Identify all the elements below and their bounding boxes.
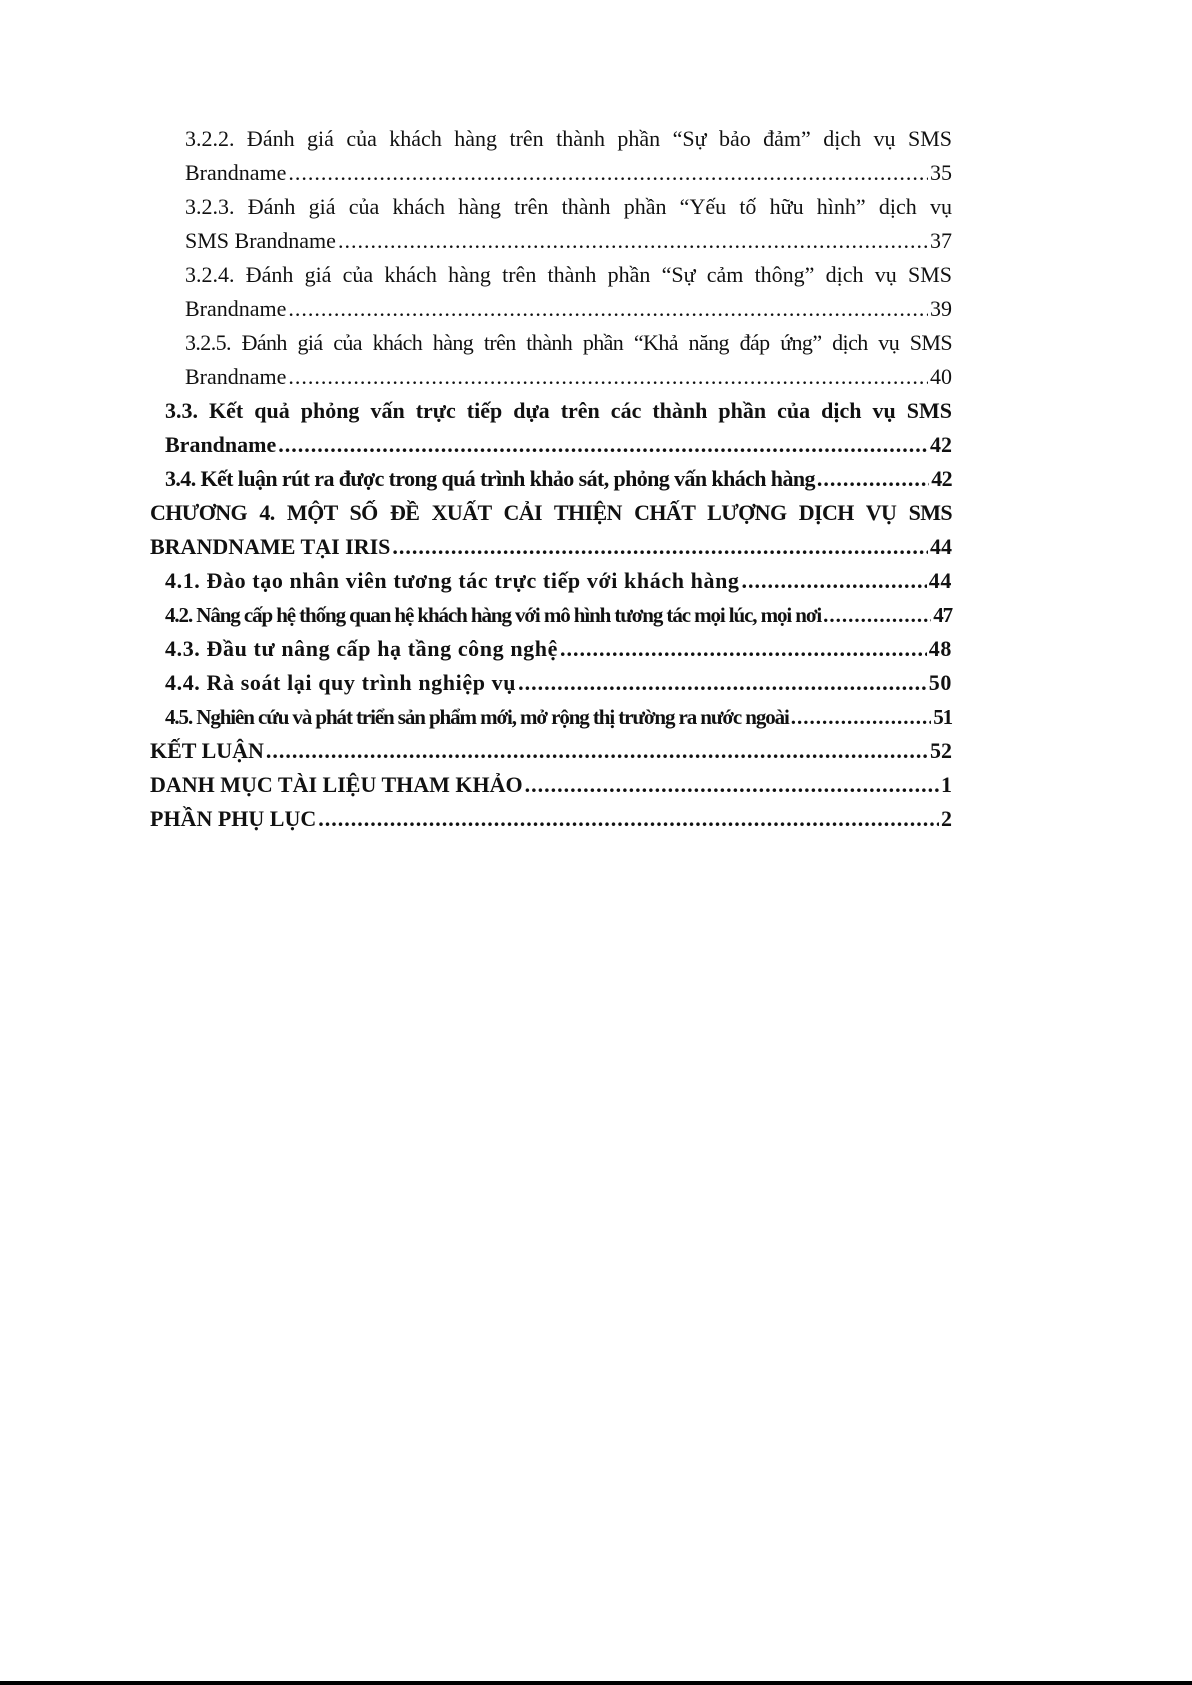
toc-entry-title-cont: BRANDNAME TẠI IRIS xyxy=(150,534,391,559)
toc-entry-title: 3.2.2. Đánh giá của khách hàng trên thành phần “Sự bảo đảm” dịch vụ SMS xyxy=(185,126,952,151)
toc-entry-title: 3.4. Kết luận rút ra được trong quá trình khảo sát, phỏng vấn khách hàng xyxy=(165,466,815,491)
toc-entry-4-3[interactable] xyxy=(165,632,952,666)
dot-leader xyxy=(560,632,927,666)
toc-entry-title-cont: Brandname xyxy=(185,296,287,321)
toc-page-number: 37 xyxy=(930,228,952,253)
toc-page-number: 42 xyxy=(930,432,952,457)
toc-page-number: 1 xyxy=(941,772,952,797)
dot-leader xyxy=(288,156,928,190)
dot-leader xyxy=(525,768,939,802)
toc-entry-title-cont: Brandname xyxy=(165,432,277,457)
dot-leader xyxy=(266,734,928,768)
toc-page-number: 50 xyxy=(928,670,952,695)
toc-entry-title: 3.2.3. Đánh giá của khách hàng trên thành phần “Yếu tố hữu hình” dịch vụ xyxy=(185,194,952,219)
dot-leader xyxy=(823,598,931,632)
toc-entry-title: CHƯƠNG 4. MỘT SỐ ĐỀ XUẤT CẢI THIỆN CHẤT LƯỢNG DỊCH VỤ SMS xyxy=(150,500,952,525)
toc-page-number: 47 xyxy=(933,603,952,627)
dot-leader xyxy=(791,700,931,734)
dot-leader xyxy=(288,360,928,394)
dot-leader xyxy=(518,666,927,700)
toc-entry-title: 4.2. Nâng cấp hệ thống quan hệ khách hàng với mô hình tương tác mọi lúc, mọi nơi xyxy=(165,603,822,627)
toc-entry-3-2-2[interactable] xyxy=(185,122,952,190)
toc-page-number: 39 xyxy=(930,296,952,321)
toc-entry-3-3[interactable] xyxy=(165,394,952,462)
toc-entry-title: 3.3. Kết quả phỏng vấn trực tiếp dựa trên các thành phần của dịch vụ SMS xyxy=(165,398,952,423)
toc-entry-3-2-3[interactable] xyxy=(185,190,952,258)
toc-entry-title: 4.4. Rà soát lại quy trình nghiệp vụ xyxy=(165,670,517,695)
toc-entry-4-4[interactable] xyxy=(165,666,952,700)
toc-page-number: 48 xyxy=(928,636,952,661)
toc-entry-4-2[interactable] xyxy=(165,598,952,632)
toc-entry-title: 3.2.5. Đánh giá của khách hàng trên thành phần “Khả năng đáp ứng” dịch vụ SMS xyxy=(185,330,952,355)
toc-page-number: 42 xyxy=(931,466,952,491)
dot-leader xyxy=(817,462,929,496)
toc-page-number: 40 xyxy=(930,364,952,389)
table-of-contents xyxy=(150,122,952,836)
dot-leader xyxy=(278,428,928,462)
dot-leader xyxy=(338,224,928,258)
toc-entry-title-cont: Brandname xyxy=(185,364,287,389)
toc-entry-references[interactable] xyxy=(150,768,952,802)
toc-page-number: 52 xyxy=(930,738,952,763)
toc-page-number: 44 xyxy=(930,534,952,559)
toc-page-number: 44 xyxy=(928,568,952,593)
toc-entry-title: 4.5. Nghiên cứu và phát triển sản phẩm mới, mở rộng thị trường ra nước ngoài xyxy=(165,705,789,729)
dot-leader xyxy=(742,564,927,598)
toc-entry-title: PHẦN PHỤ LỤC xyxy=(150,806,317,831)
toc-entry-appendix[interactable] xyxy=(150,802,952,836)
toc-entry-chapter-4[interactable] xyxy=(150,496,952,564)
toc-entry-3-4[interactable] xyxy=(165,462,952,496)
toc-entry-4-5[interactable] xyxy=(165,700,952,734)
toc-entry-title-cont: Brandname xyxy=(185,160,287,185)
toc-entry-title: 4.1. Đào tạo nhân viên tương tác trực tiếp với khách hàng xyxy=(165,568,740,593)
toc-entry-title: 3.2.4. Đánh giá của khách hàng trên thành phần “Sự cảm thông” dịch vụ SMS xyxy=(185,262,952,287)
toc-entry-title-cont: SMS Brandname xyxy=(185,228,336,253)
toc-entry-title: DANH MỤC TÀI LIỆU THAM KHẢO xyxy=(150,772,523,797)
toc-page-number: 51 xyxy=(933,705,952,729)
toc-entry-title: KẾT LUẬN xyxy=(150,738,264,763)
toc-page-number: 2 xyxy=(941,806,952,831)
toc-entry-3-2-5[interactable] xyxy=(185,326,952,394)
toc-entry-3-2-4[interactable] xyxy=(185,258,952,326)
dot-leader xyxy=(288,292,928,326)
page-bottom-edge xyxy=(0,1681,1192,1685)
toc-entry-4-1[interactable] xyxy=(165,564,952,598)
dot-leader xyxy=(392,530,928,564)
toc-entry-ket-luan[interactable] xyxy=(150,734,952,768)
dot-leader xyxy=(318,802,939,836)
toc-entry-title: 4.3. Đầu tư nâng cấp hạ tầng công nghệ xyxy=(165,636,558,661)
toc-page-number: 35 xyxy=(930,160,952,185)
